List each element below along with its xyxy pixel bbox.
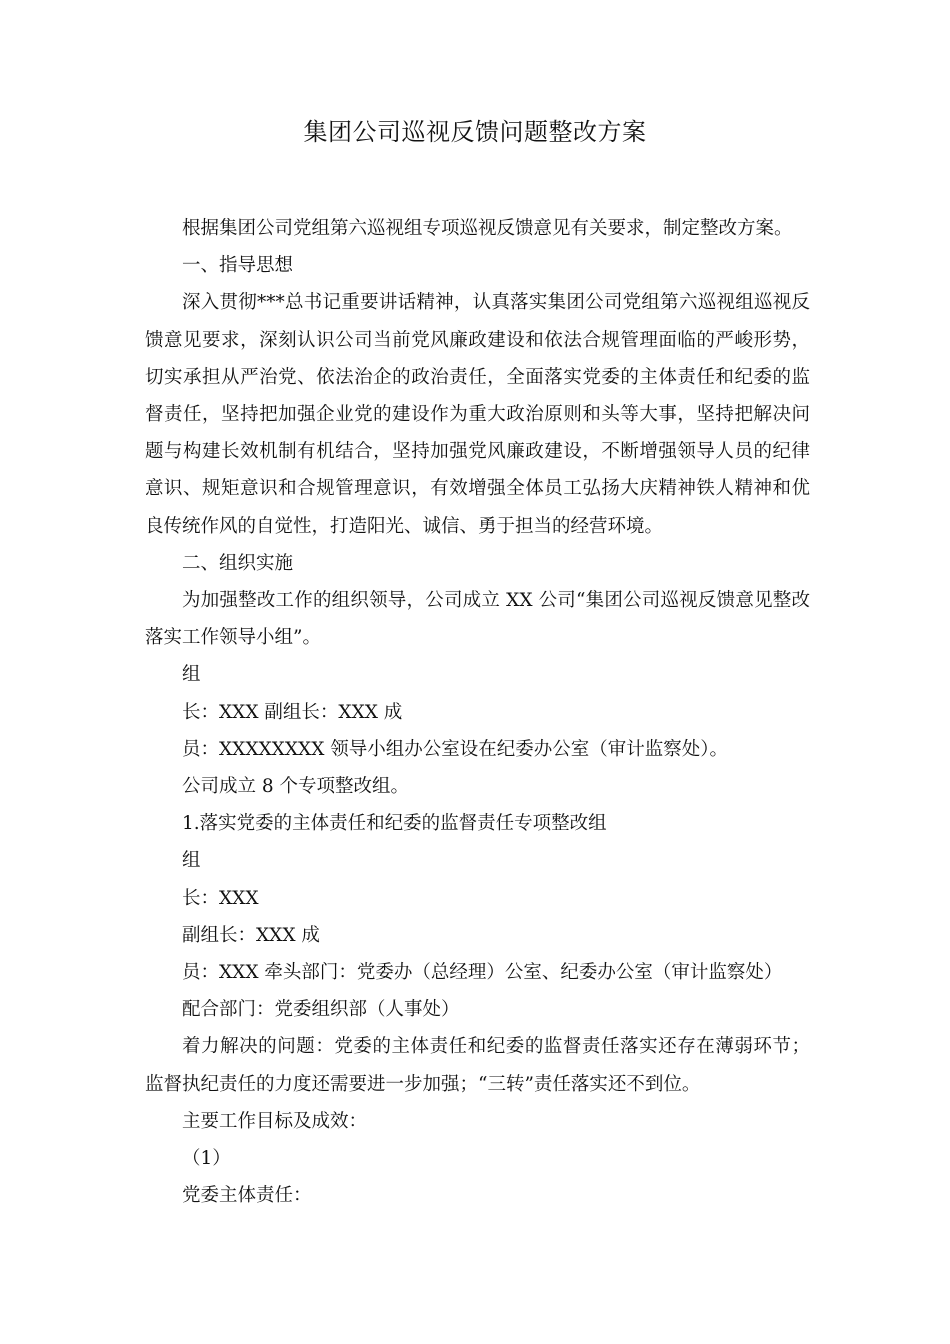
line-members-1: 员：XXXXXXXX 领导小组办公室设在纪委办公室（审计监察处）。 — [182, 738, 728, 760]
paragraph-guiding-ideology: 深入贯彻***总书记重要讲话精神，认真落实集团公司党组第六巡视组巡视反馈意见要求，深刻认识公司当前党风廉政建设和依法合规管理面临的严峻形势，切实承担从严治党、依法治企的政治责任，全面落实党委的主体责任和纪委的监督责任，坚持把加强企业党的建设作为重大政治原则和头等大事，坚持把解决问题与构建长效机制有机结合，坚持加强党风廉政建设，不断增强领导人员的纪律意识、规矩意识和合规管理意识，有效增强全体员工弘扬大庆精神铁人精神和优良传统作风的自觉性，打造阳光、诚信、勇于担当的经营环境。 — [145, 292, 810, 537]
line-party-responsibility: 党委主体责任： — [182, 1185, 312, 1207]
heading-special-group-1: 1.落实党委的主体责任和纪委的监督责任专项整改组 — [182, 813, 607, 835]
line-group-2: 组 — [182, 850, 201, 872]
line-members-2: 员：XXX 牵头部门：党委办（总经理）公室、纪委办公室（审计监察处） — [182, 962, 783, 984]
line-main-goals: 主要工作目标及成效： — [182, 1110, 368, 1132]
document-body — [145, 210, 810, 1214]
line-cooperating-dept: 配合部门：党委组织部（人事处） — [182, 999, 460, 1021]
line-leader-2: 长：XXX — [182, 887, 259, 909]
line-item-number: （1） — [182, 1148, 231, 1170]
heading-organization: 二、组织实施 — [182, 552, 294, 574]
paragraph-intro: 根据集团公司党组第六巡视组专项巡视反馈意见有关要求，制定整改方案。 — [182, 218, 793, 239]
paragraph-problems: 着力解决的问题：党委的主体责任和纪委的监督责任落实还存在薄弱环节；监督执纪责任的力度还需要进一步加强；“三转”责任落实还不到位。 — [145, 1036, 810, 1095]
paragraph-leading-group: 为加强整改工作的组织领导，公司成立 XX 公司“集团公司巡视反馈意见整改落实工作领导小组”。 — [145, 590, 810, 649]
line-group-1: 组 — [182, 664, 201, 686]
line-deputy-leader-2: 副组长：XXX 成 — [182, 924, 320, 946]
document-title: 集团公司巡视反馈问题整改方案 — [303, 118, 647, 146]
line-leader-1: 长：XXX 副组长：XXX 成 — [182, 701, 403, 723]
heading-guiding-ideology: 一、指导思想 — [182, 255, 294, 277]
line-special-groups: 公司成立 8 个专项整改组。 — [182, 776, 410, 798]
